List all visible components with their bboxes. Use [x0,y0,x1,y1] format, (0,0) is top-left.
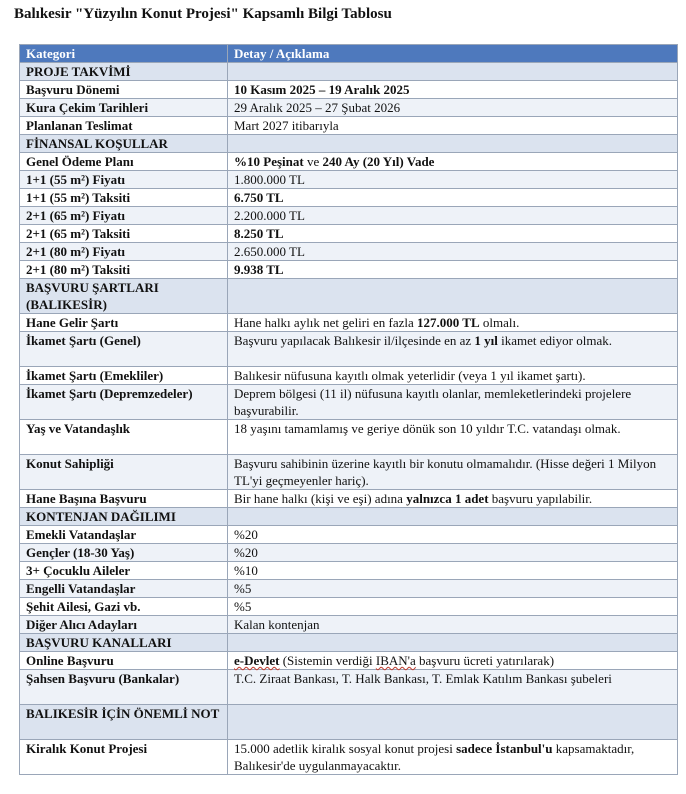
row-key: Yaş ve Vatandaşlık [20,420,228,455]
column-header-kategori: Kategori [20,45,228,63]
table-row [20,117,678,135]
row-value: Mart 2027 itibarıyla [228,117,678,135]
row-value: %20 [228,526,678,544]
row-value: Bir hane halkı (kişi ve eşi) adına yalnızca 1 adet başvuru yapılabilir. [228,490,678,508]
table-row [20,490,678,508]
row-key: Kura Çekim Tarihleri [20,99,228,117]
row-key: İkamet Şartı (Emekliler) [20,367,228,385]
table-row [20,225,678,243]
row-key: Emekli Vatandaşlar [20,526,228,544]
table-header-row [20,45,678,63]
table-row [20,580,678,598]
row-value: 2.650.000 TL [228,243,678,261]
table-row [20,243,678,261]
section-row-onemli [20,705,678,740]
section-title: PROJE TAKVİMİ [20,63,228,81]
row-key: 2+1 (65 m²) Fiyatı [20,207,228,225]
info-table [19,44,678,775]
row-value: Başvuru sahibinin üzerine kayıtlı bir konutu olmamalıdır. (Hisse değeri 1 Milyon TL'yi geçmeyenler hariç). [228,455,678,490]
section-title: BAŞVURU KANALLARI [20,634,228,652]
section-row-finans [20,135,678,153]
table-row [20,171,678,189]
row-key: 1+1 (55 m²) Fiyatı [20,171,228,189]
table-row [20,207,678,225]
table-row [20,562,678,580]
row-key: İkamet Şartı (Genel) [20,332,228,367]
table-row [20,153,678,171]
row-value: %5 [228,598,678,616]
row-key: 2+1 (80 m²) Fiyatı [20,243,228,261]
row-key: 2+1 (65 m²) Taksiti [20,225,228,243]
column-header-detay: Detay / Açıklama [228,45,678,63]
row-key: Gençler (18-30 Yaş) [20,544,228,562]
row-key: Şahsen Başvuru (Bankalar) [20,670,228,705]
table-row [20,652,678,670]
row-value: Kalan kontenjan [228,616,678,634]
row-value: Başvuru yapılacak Balıkesir il/ilçesinde en az 1 yıl ikamet ediyor olmak. [228,332,678,367]
table-row [20,367,678,385]
row-value: Hane halkı aylık net geliri en fazla 127.000 TL olmalı. [228,314,678,332]
row-value: Deprem bölgesi (11 il) nüfusuna kayıtlı olanlar, memleketlerindeki projelere başvurabilir. [228,385,678,420]
table-row [20,261,678,279]
row-value: 10 Kasım 2025 – 19 Aralık 2025 [228,81,678,99]
table-row [20,526,678,544]
section-row-kontenjan [20,508,678,526]
row-key: İkamet Şartı (Depremzedeler) [20,385,228,420]
table-row [20,670,678,705]
row-key: Engelli Vatandaşlar [20,580,228,598]
row-value: %10 [228,562,678,580]
table-row [20,420,678,455]
table-row [20,332,678,367]
section-title: KONTENJAN DAĞILIMI [20,508,228,526]
row-value: 2.200.000 TL [228,207,678,225]
row-key: Genel Ödeme Planı [20,153,228,171]
row-key: Şehit Ailesi, Gazi vb. [20,598,228,616]
row-value: 15.000 adetlik kiralık sosyal konut projesi sadece İstanbul'u kapsamaktadır, Balıkesir'de uygulanmayacaktır. [228,740,678,775]
table-row [20,81,678,99]
row-value: 1.800.000 TL [228,171,678,189]
page-title: Balıkesir "Yüzyılın Konut Projesi" Kapsamlı Bilgi Tablosu [14,6,392,22]
table-row [20,616,678,634]
row-key: 1+1 (55 m²) Taksiti [20,189,228,207]
row-key: Diğer Alıcı Adayları [20,616,228,634]
row-value: Balıkesir nüfusuna kayıtlı olmak yeterlidir (veya 1 yıl ikamet şartı). [228,367,678,385]
table-row [20,99,678,117]
row-key: Hane Başına Başvuru [20,490,228,508]
row-value: 29 Aralık 2025 – 27 Şubat 2026 [228,99,678,117]
section-row-kanallar [20,634,678,652]
row-key: Kiralık Konut Projesi [20,740,228,775]
row-value: 6.750 TL [228,189,678,207]
section-row-sartlar [20,279,678,314]
section-row-proje [20,63,678,81]
row-key: 2+1 (80 m²) Taksiti [20,261,228,279]
table-row [20,740,678,775]
row-value: 9.938 TL [228,261,678,279]
table-row [20,314,678,332]
table-row [20,189,678,207]
row-key: Hane Gelir Şartı [20,314,228,332]
row-value: %5 [228,580,678,598]
row-value: %20 [228,544,678,562]
row-value: 8.250 TL [228,225,678,243]
row-key: Planlanan Teslimat [20,117,228,135]
section-title: BALIKESİR İÇİN ÖNEMLİ NOT [20,705,228,740]
row-key: 3+ Çocuklu Aileler [20,562,228,580]
section-title: FİNANSAL KOŞULLAR [20,135,228,153]
table-row [20,455,678,490]
table-row [20,544,678,562]
row-key: Konut Sahipliği [20,455,228,490]
row-key: Online Başvuru [20,652,228,670]
row-value: %10 Peşinat ve 240 Ay (20 Yıl) Vade [228,153,678,171]
row-value: T.C. Ziraat Bankası, T. Halk Bankası, T. Emlak Katılım Bankası şubeleri [228,670,678,705]
row-value: 18 yaşını tamamlamış ve geriye dönük son 10 yıldır T.C. vatandaşı olmak. [228,420,678,455]
table-row [20,385,678,420]
section-title: BAŞVURU ŞARTLARI (BALIKESİR) [20,279,228,314]
row-value: e-Devlet (Sistemin verdiği IBAN'a başvuru ücreti yatırılarak) [228,652,678,670]
row-key: Başvuru Dönemi [20,81,228,99]
table-row [20,598,678,616]
